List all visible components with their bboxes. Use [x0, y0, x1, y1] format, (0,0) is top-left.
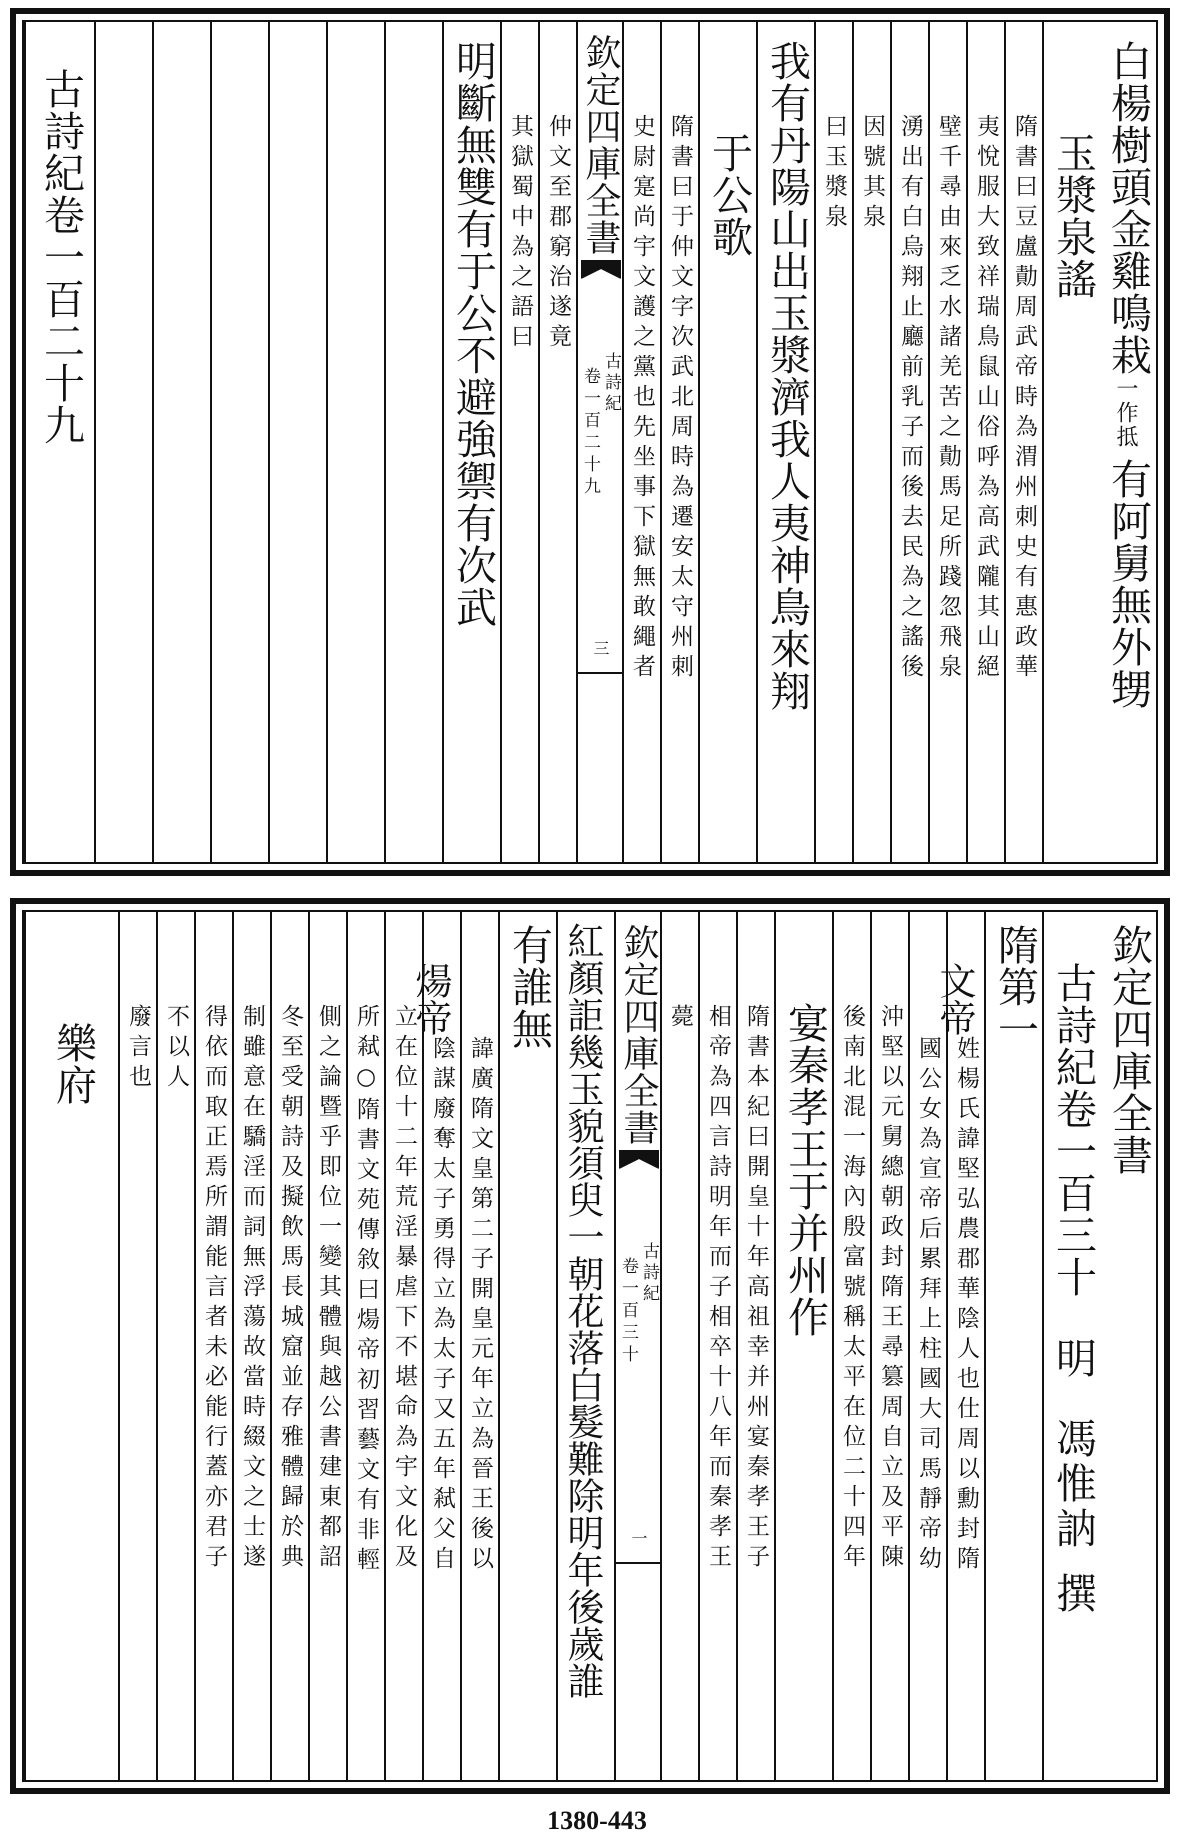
bottom-col-6	[870, 912, 908, 1780]
author-name: 馮惟訥	[1049, 1417, 1097, 1552]
bottom-col-17	[270, 912, 308, 1780]
commentary-note: 得依而取正焉所謂能言者未必能行蓋亦君子	[201, 1004, 227, 1574]
band-leaf-number: 三	[591, 640, 610, 660]
poem-title: 于公歌	[705, 132, 753, 258]
commentary-note: 制雖意在驕淫而詞無浮蕩故當時綴文之士遂	[239, 1004, 265, 1574]
top-col-10	[698, 22, 756, 862]
top-page	[10, 8, 1170, 876]
band-title: 欽定四庫全書	[580, 34, 621, 256]
bottom-col-7	[832, 912, 870, 1780]
band-leaf-number: 一	[629, 1530, 648, 1550]
bottom-col-13a	[460, 912, 498, 1780]
top-col-empty-3	[268, 22, 326, 862]
commentary-note: 隋書曰于仲文字次武北周時為遷安太守州刺	[667, 114, 693, 684]
bottom-col-22	[24, 912, 118, 1780]
bottom-col-3	[984, 912, 1042, 1780]
bottom-col-9	[736, 912, 774, 1780]
top-col-6	[890, 22, 928, 862]
author-role: 撰	[1049, 1572, 1097, 1614]
bottom-col-2	[1042, 912, 1100, 1780]
bottom-col-20	[156, 912, 194, 1780]
commentary-note: 姓楊氏諱堅弘農郡華陰人也仕周以勳封隋	[953, 1036, 979, 1576]
volume-title: 古詩紀卷一百三十	[1049, 962, 1097, 1298]
page-number: 1380-443	[547, 1806, 647, 1835]
poem-line: 我有丹陽山出玉漿濟我人夷神鳥來翔	[763, 40, 811, 712]
section-title: 隋第一	[991, 924, 1039, 1050]
fish-tail-mark-icon	[619, 1150, 659, 1180]
poem-title: 宴秦孝王于并州作	[781, 1002, 829, 1338]
bottom-col-5	[908, 912, 946, 1780]
band-divider	[578, 672, 622, 674]
top-col-7	[852, 22, 890, 862]
bottom-col-1	[1100, 912, 1158, 1780]
top-col-5	[928, 22, 966, 862]
bottom-col-19	[194, 912, 232, 1780]
bottom-page	[10, 898, 1170, 1794]
band-volume: 卷一百二十九	[580, 367, 600, 499]
bottom-col-18	[232, 912, 270, 1780]
commentary-note: 壁千尋由來乏水諸羌苦之勣馬足所踐忽飛泉	[935, 114, 961, 684]
top-col-15	[442, 22, 500, 862]
top-col-last	[24, 22, 94, 862]
bottom-col-10	[698, 912, 736, 1780]
top-col-empty-5	[152, 22, 210, 862]
bottom-col-21	[118, 912, 156, 1780]
top-col-3	[1004, 22, 1042, 862]
top-page-frame	[22, 20, 1158, 864]
band-title: 欽定四庫全書	[618, 924, 659, 1146]
fish-tail-mark-icon	[581, 260, 621, 290]
band-divider	[616, 1562, 660, 1564]
commentary-note: 不以人	[163, 1004, 189, 1094]
top-col-1	[1100, 22, 1158, 862]
top-col-empty-4	[210, 22, 268, 862]
commentary-note: 側之論暨乎即位一變其體與越公書建東都詔	[315, 1004, 341, 1574]
bottom-col-8	[774, 912, 832, 1780]
bottom-col-12	[498, 912, 556, 1780]
top-col-13	[538, 22, 576, 862]
commentary-note: 冬至受朝詩及擬飲馬長城窟並存雅體歸於典	[277, 1004, 303, 1574]
commentary-note: 立在位十二年荒淫暴虐下不堪命為宇文化及	[391, 1004, 417, 1574]
commentary-note: 因號其泉	[859, 114, 885, 234]
dynasty-label: 明	[1049, 1337, 1097, 1379]
band-book-name: 古詩紀	[601, 352, 621, 415]
commentary-note: 曰玉漿泉	[821, 114, 847, 234]
poem-line: 有誰無	[505, 924, 553, 1050]
band-volume: 卷一百三十	[618, 1257, 638, 1367]
band-book-name: 古詩紀	[639, 1242, 659, 1305]
top-center-band	[576, 22, 622, 862]
top-col-empty-2	[326, 22, 384, 862]
bottom-center-band	[614, 912, 660, 1780]
commentary-note: 相帝為四言詩明年而子相卒十八年而秦孝王	[705, 1004, 731, 1574]
top-col-9	[756, 22, 814, 862]
top-col-12	[622, 22, 660, 862]
top-col-empty-6	[94, 22, 152, 862]
commentary-note: 史尉寔尚宇文護之黨也先坐事下獄無敢繩者	[629, 114, 655, 684]
top-col-4	[966, 22, 1004, 862]
bottom-col-15	[346, 912, 384, 1780]
variant-note: 一作抵	[1113, 377, 1138, 449]
commentary-note: 隋書曰豆盧勣周武帝時為渭州刺史有惠政華	[1011, 114, 1037, 684]
section-title: 樂府	[49, 1022, 97, 1106]
commentary-note: 後南北混一海內殷富號稱太平在位二十四年	[839, 1004, 865, 1574]
commentary-note: 沖堅以元舅總朝政封隋王尋篡周自立及平陳	[877, 1004, 903, 1574]
bottom-col-4	[933, 912, 984, 1780]
top-col-14	[500, 22, 538, 862]
bottom-col-10b	[660, 912, 698, 1780]
poem-line: 明斷無雙有于公不避強禦有次武	[449, 40, 497, 628]
bottom-col-11	[556, 912, 614, 1780]
emperor-name: 文帝	[933, 962, 976, 1036]
poem-line: 有阿舅無外甥	[1104, 458, 1152, 710]
commentary-note: 夷悅服大致祥瑞鳥鼠山俗呼為高武隴其山絕	[973, 114, 999, 684]
book-title: 欽定四庫全書	[1105, 924, 1153, 1176]
commentary-note: 其獄蜀中為之語曰	[507, 114, 533, 354]
commentary-note: 諱廣隋文皇第二子開皇元年立為晉王後以	[467, 1036, 493, 1576]
top-col-8	[814, 22, 852, 862]
commentary-note: 薨	[667, 1004, 693, 1034]
emperor-name: 煬帝	[409, 962, 452, 1036]
poem-title: 玉漿泉謠	[1049, 132, 1097, 300]
poem-line: 白楊樹頭金雞鳴栽	[1104, 40, 1152, 376]
commentary-note: 所弒○隋書文苑傳敘曰煬帝初習藝文有非輕	[353, 1004, 379, 1577]
commentary-note: 湧出有白烏翔止廳前乳子而後去民為之謠後	[897, 114, 923, 684]
commentary-note: 陰謀廢奪太子勇得立為太子又五年弒父自	[429, 1036, 455, 1576]
bottom-page-frame	[22, 910, 1158, 1782]
commentary-note: 廢言也	[125, 1004, 151, 1094]
bottom-col-13	[409, 912, 460, 1780]
commentary-note: 國公女為宣帝后累拜上柱國大司馬靜帝幼	[915, 1036, 941, 1576]
commentary-note: 仲文至郡窮治遂竟	[545, 114, 571, 354]
top-col-11	[660, 22, 698, 862]
commentary-note: 隋書本紀曰開皇十年高祖幸并州宴秦孝王子	[743, 1004, 769, 1574]
top-col-empty-1	[384, 22, 442, 862]
bottom-col-14	[384, 912, 422, 1780]
volume-end-title: 古詩紀卷一百二十九	[37, 68, 85, 446]
top-col-2	[1042, 22, 1100, 862]
bottom-col-16	[308, 912, 346, 1780]
poem-line: 紅顏詎幾玉貌須臾一朝花落白髮難除明年後歲誰	[561, 922, 604, 1699]
